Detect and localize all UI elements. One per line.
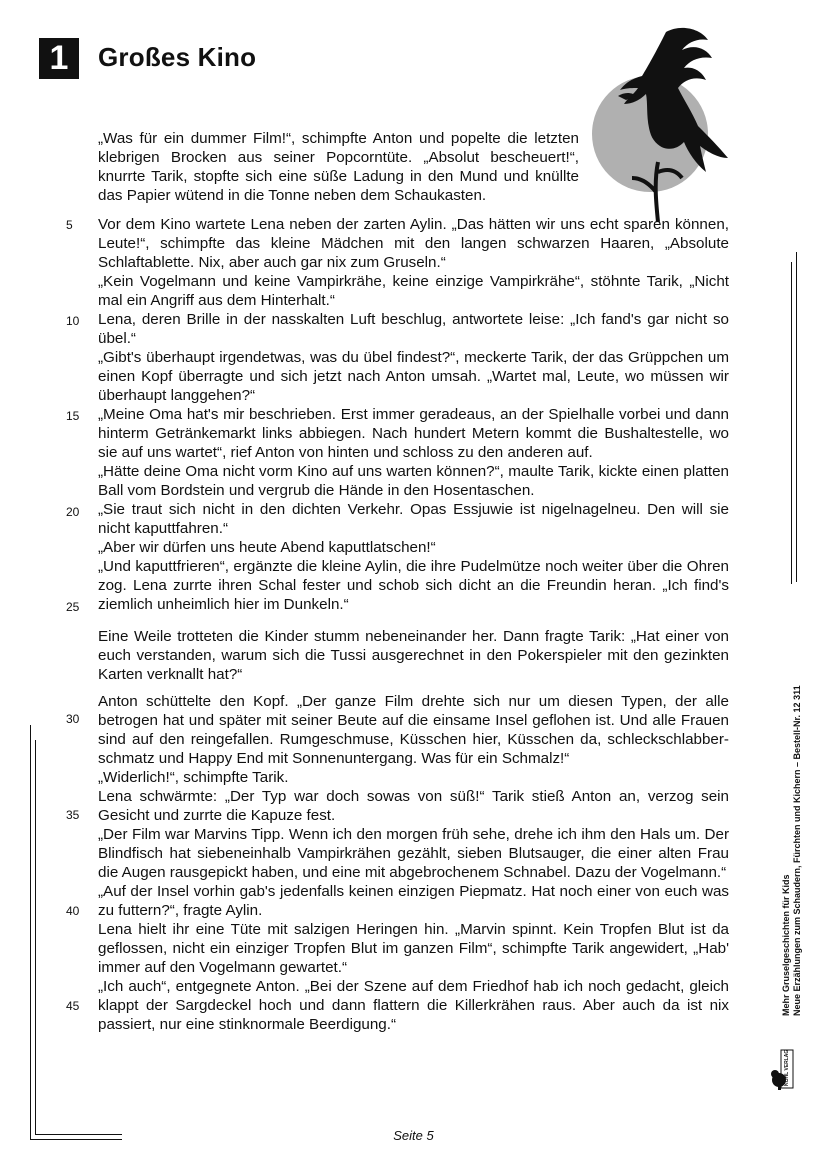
line-number: 5 (66, 218, 73, 232)
publisher-logo (771, 1030, 797, 1092)
publisher-name: KOHL VERLAG (784, 1049, 790, 1086)
line-number: 30 (66, 712, 80, 726)
sidebar-book-title: Neue Erzählungen zum Schaudern, Fürchten und Kichern – Bestell-Nr. 12 311 (792, 685, 802, 1016)
line-number: 10 (66, 314, 80, 328)
chapter-number: 1 (39, 38, 79, 79)
sidebar-series-title: Mehr Gruselgeschichten für Kids (781, 874, 791, 1016)
frame-line-left (30, 725, 31, 1140)
page-footer: Seite 5 (393, 1128, 434, 1143)
page-title: Großes Kino (98, 42, 257, 72)
paragraph-1: „Was für ein dummer Film!“, schimpfte Anton und popelte die letzten klebrigen Brocken aus seiner Popcorntüte. „Absolut bescheuert!“, knurrte Tarik, stopfte sich eine süße Ladung in den Mund und knüllte das Papier wütend in die Tonne neben dem Schaukasten. (98, 130, 579, 204)
frame-line-left-inner (35, 740, 36, 1135)
line-number: 15 (66, 409, 80, 423)
line-number: 35 (66, 808, 80, 822)
paragraph-2: Vor dem Kino wartete Lena neben der zarten Aylin. „Das hätten wir uns echt sparen können, Leute!“, schimpfte das kleine Mädchen mit den langen schwarzen Haaren, „Absolute Schlaftablette. Nix, aber auch gar nix zum Gruseln.“ „Kein Vogelmann und keine Vampirkrähe, keine einzige Vampirkrähe“, stöhnte Tarik, „Nicht mal ein Angriff aus dem Hinterhalt.“ Lena, deren Brille in der nasskalten Luft beschlug, antwortete leise: „Ich fand's gar nicht so übel.“ „Gibt's überhaupt irgendetwas, was du übel findest?“, meckerte Tarik, der das Grüppchen um einen Kopf überragte und sich jetzt nach Anton umsah. „Wartet mal, Leute, wo müssen wir überhaupt langgehen?“ „Meine Oma hat's mir beschrieben. Erst immer geradeaus, an der Spielhalle vorbei und dann hinterm Getränkemarkt links abbiegen. Nach hundert Metern kommt die Bushaltestelle, wo sie auf uns wartet“, rief Anton von hinten und schloss zu den anderen auf. „Hätte deine Oma nicht vorm Kino auf uns warten können?“, maulte Tarik, kickte einen platten Ball vom Bordstein und vergrub die Hände in den Hosentaschen. „Sie traut sich nicht in den dichten Verkehr. Opas Essjuwie ist nigelnagelneu. Den will sie nicht kaputtfahren.“ „Aber wir dürfen uns heute Abend kaputtlatschen!“ „Und kaputtfrieren“, ergänzte die kleine Aylin, die ihre Pudelmütze noch weiter über die Ohren zog. Lena zurrte ihren Schal fester und schob sich dicht an die Freundin heran. „Ich find's ziemlich unheimlich hier im Dunkeln.“ (98, 216, 729, 613)
line-number: 40 (66, 904, 80, 918)
line-number: 25 (66, 600, 80, 614)
line-number: 20 (66, 505, 80, 519)
frame-line-right-inner (796, 252, 797, 582)
line-number: 45 (66, 999, 80, 1013)
paragraph-3: Eine Weile trotteten die Kinder stumm nebeneinander her. Dann fragte Tarik: „Hat einer von euch verstanden, warum sich die Tussi ausgerechnet in den Pokerspieler mit den gezinkten Karten verknallt hat?“ (98, 628, 729, 683)
paragraph-4: Anton schüttelte den Kopf. „Der ganze Film drehte sich nur um diesen Typen, der alle betrogen hat und später mit seiner Beute auf die einsame Insel geflohen ist. Und alle Frauen sind auf den reingefallen. Rumgeschmuse, Küsschen hier, Küsschen da, schleckschlabber-schmatz und Happy End mit Sonnenuntergang. Was für ein Schmalz!“ „Widerlich!“, schimpfte Tarik. Lena schwärmte: „Der Typ war doch sowas von süß!“ Tarik stieß Anton an, verzog sein Gesicht und zurrte die Kapuze fest. „Der Film war Marvins Tipp. Wenn ich den morgen früh sehe, drehe ich ihm den Hals um. Der Blindfisch hat siebeneinhalb Vampirkrähen gezählt, sieben Blutsauger, die einer alten Frau die Augen rausgepickt haben, und eine mit abgebrochenem Schnabel. Dazu der Vogelmann.“ „Auf der Insel vorhin gab's jedenfalls keinen einzigen Piepmatz. Hat noch einer von euch was zu futtern?“, fragte Aylin. Lena hielt ihr eine Tüte mit salzigen Heringen hin. „Marvin spinnt. Kein Tropfen Blut ist da geflossen, nicht ein einziger Tropfen Blut im ganzen Film“, schimpfte Tarik angewidert, „Hab' immer auf den Vogelmann gewartet.“ „Ich auch“, entgegnete Anton. „Bei der Szene auf dem Friedhof hab ich noch gedacht, gleich klappt der Sargdeckel hoch und dann flattern die Killerkrähen raus. Aber auch da ist nix passiert, nur eine stinknormale Beerdigung.“ (98, 693, 729, 1033)
frame-line-right (791, 262, 792, 584)
